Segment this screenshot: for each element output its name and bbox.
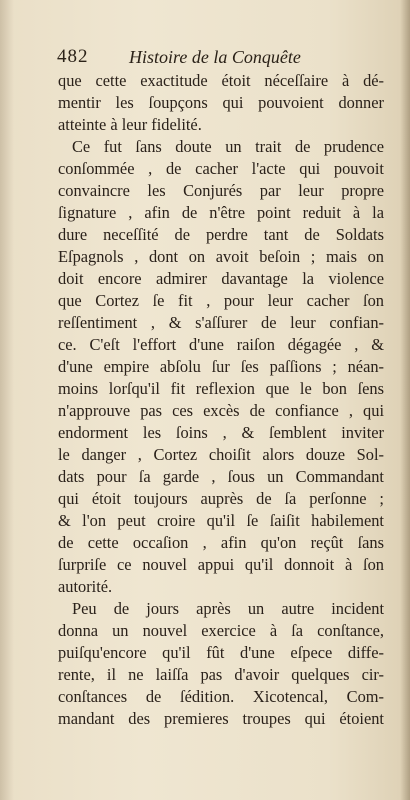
spine-shadow: [0, 0, 14, 800]
text-line: le danger , Cortez choiſit alors douze Sol-: [58, 445, 384, 464]
text-line: mentir les ſoupçons qui pouvoient donner: [58, 93, 384, 112]
text-line: Peu de jours après un autre incident: [72, 599, 384, 618]
text-line: n'approuve pas ces excès de confiance , qui: [58, 401, 384, 420]
text-line: ce. C'eſt l'effort d'une raiſon dégagée , &: [58, 335, 384, 354]
text-line: dure neceſſité de perdre tant de Soldats: [58, 225, 384, 244]
text-line: convaincre les Conjurés par leur propre: [58, 181, 384, 200]
text-line: ſignature , afin de n'être point reduit à la: [58, 203, 384, 222]
page-edge-shadow: [400, 0, 410, 800]
text-line: conſommée , de cacher l'acte qui pouvoit: [58, 159, 384, 178]
text-line: puiſqu'encore qu'il fût d'une eſpece diffe-: [58, 643, 384, 662]
page-number: 482: [57, 46, 89, 67]
text-line: endorment les ſoins , & ſemblent inviter: [58, 423, 384, 442]
text-line: ſurpriſe ce nouvel appui qu'il donnoit à ſon: [58, 555, 384, 574]
text-line: reſſentiment , & s'aſſurer de leur confian-: [58, 313, 384, 332]
text-line: de cette occaſion , afin qu'on reçût ſans: [58, 533, 384, 552]
text-line: Eſpagnols , dont on avoit beſoin ; mais on: [58, 247, 384, 266]
text-line: que cette exactitude étoit néceſſaire à dé-: [58, 71, 384, 90]
text-line: & l'on peut croire qu'il ſe ſaiſit habilement: [58, 511, 384, 530]
text-line: doit encore admirer davantage la violence: [58, 269, 384, 288]
text-line: que Cortez ſe fit , pour leur cacher ſon: [58, 291, 384, 310]
text-line: moins lorſqu'il fit reflexion que le bon ſens: [58, 379, 384, 398]
text-line: qui étoit toujours auprès de ſa perſonne ;: [58, 489, 384, 508]
text-line: conſtances de ſédition. Xicotencal, Com-: [58, 687, 384, 706]
text-line: atteinte à leur fidelité.: [58, 115, 202, 134]
page-header: [57, 46, 367, 68]
text-line: Ce fut ſans doute un trait de prudence: [72, 137, 384, 156]
text-line: rente, il ne laiſſa pas d'avoir quelques cir-: [58, 665, 384, 684]
text-line: d'une empire abſolu ſur ſes paſſions ; néan-: [58, 357, 384, 376]
text-line: dats pour ſa garde , ſous un Commandant: [58, 467, 384, 486]
text-line: mandant des premieres troupes qui étoient: [58, 709, 384, 728]
running-title: Histoire de la Conquête: [129, 47, 301, 67]
text-line: autorité.: [58, 577, 113, 596]
text-line: donna un nouvel exercice à ſa conſtance,: [58, 621, 384, 640]
body-text: [58, 70, 384, 730]
